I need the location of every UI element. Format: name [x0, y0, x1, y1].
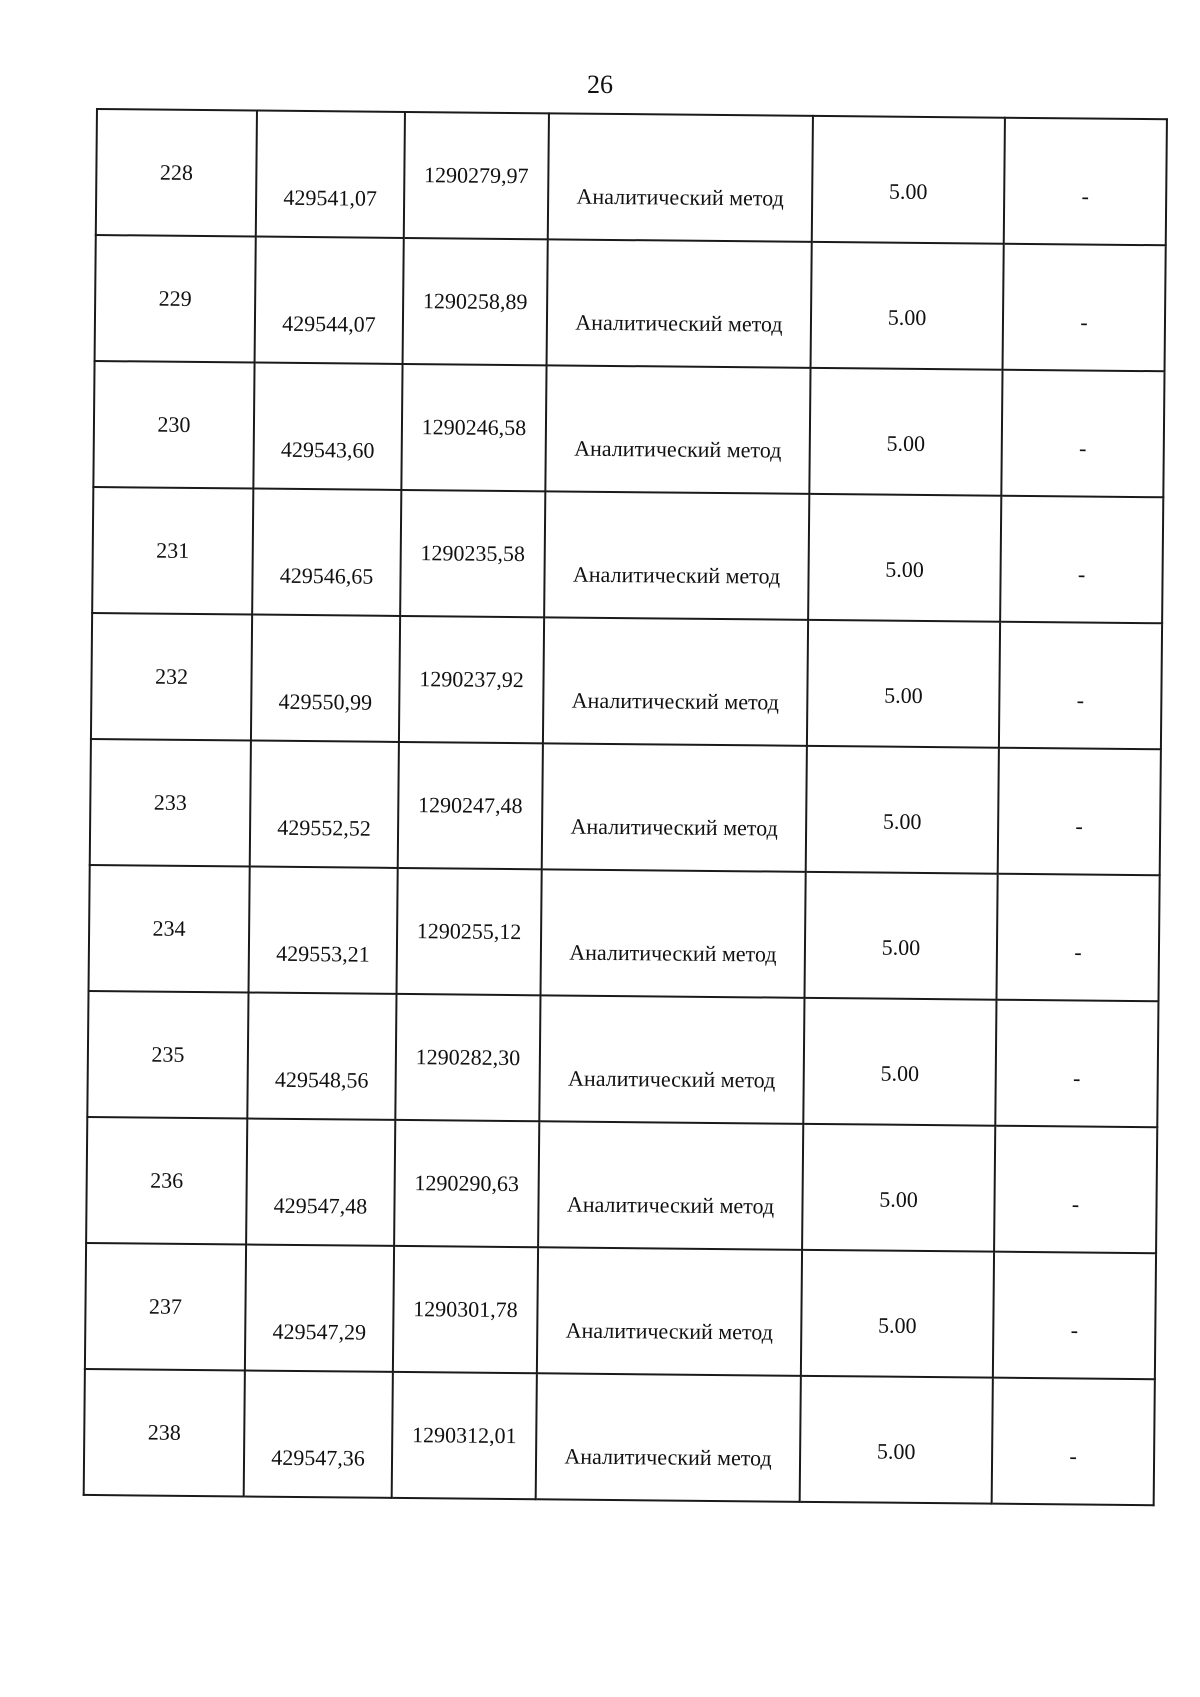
table-row — [91, 613, 1162, 749]
point-number-cell-text: 231 — [156, 537, 190, 563]
x-coordinate-cell-text: 429547,48 — [273, 1192, 368, 1219]
accuracy-cell — [808, 494, 1001, 622]
description-cell — [993, 1252, 1156, 1380]
x-coordinate-cell — [253, 363, 402, 490]
x-coordinate-cell — [252, 489, 401, 616]
x-coordinate-cell — [256, 111, 405, 238]
x-coordinate-cell-text: 429544,07 — [282, 310, 376, 337]
point-number-cell-text: 229 — [158, 285, 192, 311]
y-coordinate-cell-text: 1290312,01 — [411, 1422, 517, 1449]
y-coordinate-cell — [400, 490, 545, 617]
point-number-cell-text: 238 — [147, 1419, 181, 1445]
description-cell — [1004, 118, 1167, 246]
method-cell-text: Аналитический метод — [572, 561, 781, 589]
x-coordinate-cell — [255, 237, 404, 364]
x-coordinate-cell — [251, 615, 400, 742]
point-number-cell — [90, 739, 251, 867]
x-coordinate-cell-text: 429550,99 — [278, 688, 373, 715]
x-coordinate-cell-text: 429548,56 — [274, 1066, 369, 1093]
description-cell-text: - — [1080, 309, 1088, 335]
y-coordinate-cell-text: 1290301,78 — [413, 1296, 518, 1323]
description-cell — [998, 748, 1161, 876]
method-cell — [548, 113, 813, 242]
point-number-cell-text: 235 — [151, 1041, 185, 1067]
accuracy-cell — [800, 1376, 993, 1504]
description-cell-text: - — [1071, 1191, 1080, 1217]
description-cell — [996, 874, 1159, 1002]
x-coordinate-cell — [244, 1370, 393, 1497]
accuracy-cell-text: 5.00 — [882, 808, 922, 834]
x-coordinate-cell-text: 429547,29 — [272, 1318, 367, 1345]
method-cell-text: Аналитический метод — [566, 1191, 775, 1219]
accuracy-cell-text: 5.00 — [876, 1438, 916, 1464]
accuracy-cell — [804, 872, 997, 1000]
table-row — [90, 739, 1161, 875]
table-row — [84, 1369, 1155, 1505]
accuracy-cell-text: 5.00 — [886, 430, 926, 456]
method-cell — [538, 1121, 803, 1250]
point-number-cell — [86, 1117, 247, 1245]
point-number-cell-text: 236 — [150, 1167, 184, 1193]
point-number-cell — [93, 361, 254, 489]
description-cell — [1001, 370, 1164, 498]
description-cell-text: - — [1077, 561, 1086, 587]
y-coordinate-cell-text: 1290258,89 — [422, 288, 528, 315]
y-coordinate-cell-text: 1290246,58 — [421, 414, 527, 441]
description-cell — [992, 1378, 1155, 1506]
y-coordinate-cell-text: 1290282,30 — [415, 1044, 521, 1071]
y-coordinate-cell — [395, 994, 540, 1121]
accuracy-cell — [802, 1124, 995, 1252]
description-cell-text: - — [1078, 435, 1087, 461]
method-cell — [547, 239, 812, 368]
table-row — [93, 361, 1164, 497]
y-coordinate-cell — [394, 1120, 539, 1247]
method-cell-text: Аналитический метод — [575, 309, 783, 337]
table-row — [86, 1117, 1157, 1253]
page-number: 26 — [587, 70, 613, 99]
coordinates-table — [83, 108, 1168, 1506]
description-cell-text: - — [1070, 1317, 1079, 1343]
point-number-cell-text: 233 — [153, 789, 187, 815]
table-body — [84, 109, 1167, 1505]
method-cell-text: Аналитический метод — [569, 939, 777, 967]
description-cell-text: - — [1072, 1065, 1081, 1091]
table-row — [89, 865, 1160, 1001]
table-row — [85, 1243, 1156, 1379]
y-coordinate-cell-text: 1290247,48 — [417, 792, 523, 819]
accuracy-cell — [807, 620, 1000, 748]
y-coordinate-cell — [404, 112, 549, 239]
description-cell — [1000, 496, 1163, 624]
accuracy-cell-text: 5.00 — [884, 682, 923, 708]
x-coordinate-cell — [246, 1118, 395, 1245]
y-coordinate-cell-text: 1290290,63 — [414, 1170, 520, 1197]
description-cell — [1003, 244, 1166, 372]
x-coordinate-cell-text: 429543,60 — [280, 436, 375, 463]
y-coordinate-cell — [397, 868, 542, 995]
table-row — [96, 109, 1167, 245]
x-coordinate-cell — [247, 993, 396, 1120]
description-cell — [999, 622, 1162, 750]
x-coordinate-cell — [249, 867, 398, 994]
accuracy-cell-text: 5.00 — [887, 304, 927, 330]
y-coordinate-cell — [399, 616, 544, 743]
y-coordinate-cell-text: 1290255,12 — [416, 918, 522, 945]
description-cell-text: - — [1074, 939, 1082, 965]
table-row — [95, 235, 1166, 371]
point-number-cell — [84, 1369, 245, 1497]
point-number-cell — [95, 235, 256, 363]
accuracy-cell-text: 5.00 — [888, 178, 928, 204]
accuracy-cell-text: 5.00 — [880, 1060, 920, 1086]
table-row — [87, 991, 1158, 1127]
coordinates-table-wrapper — [83, 108, 1154, 1506]
method-cell — [544, 491, 809, 620]
method-cell-text: Аналитический метод — [574, 435, 782, 463]
accuracy-cell-text: 5.00 — [879, 1186, 918, 1212]
point-number-cell — [87, 991, 248, 1119]
method-cell-text: Аналитический метод — [564, 1443, 772, 1471]
method-cell — [542, 743, 807, 872]
description-cell-text: - — [1081, 183, 1089, 209]
accuracy-cell — [809, 368, 1002, 496]
accuracy-cell — [812, 116, 1005, 244]
method-cell — [541, 869, 806, 998]
x-coordinate-cell-text: 429541,07 — [283, 184, 378, 211]
method-cell — [545, 365, 810, 494]
method-cell-text: Аналитический метод — [576, 183, 784, 211]
description-cell-text: - — [1076, 687, 1085, 713]
y-coordinate-cell-text: 1290235,58 — [420, 540, 526, 567]
accuracy-cell-text: 5.00 — [881, 934, 921, 960]
accuracy-cell — [801, 1250, 994, 1378]
point-number-cell-text: 232 — [154, 663, 189, 689]
accuracy-cell — [811, 242, 1004, 370]
y-coordinate-cell — [403, 238, 548, 365]
description-cell-text: - — [1075, 813, 1083, 839]
x-coordinate-cell-text: 429552,52 — [277, 814, 371, 841]
method-cell-text: Аналитический метод — [567, 1065, 776, 1093]
accuracy-cell — [806, 746, 999, 874]
method-cell — [537, 1247, 802, 1376]
point-number-cell — [91, 613, 252, 741]
method-cell-text: Аналитический метод — [565, 1317, 774, 1345]
accuracy-cell-text: 5.00 — [885, 556, 924, 582]
point-number-cell-text: 234 — [152, 915, 186, 941]
y-coordinate-cell-text: 1290237,92 — [419, 666, 524, 693]
point-number-cell-text: 230 — [157, 411, 191, 437]
description-cell-text: - — [1069, 1443, 1077, 1469]
point-number-cell-text: 228 — [159, 159, 194, 185]
description-cell — [995, 1000, 1158, 1128]
method-cell-text: Аналитический метод — [570, 813, 778, 841]
point-number-cell — [92, 487, 253, 615]
x-coordinate-cell-text: 429547,36 — [271, 1444, 365, 1471]
point-number-cell — [85, 1243, 246, 1371]
method-cell — [543, 617, 808, 746]
table-row — [92, 487, 1163, 623]
method-cell — [539, 995, 804, 1124]
x-coordinate-cell-text: 429553,21 — [276, 940, 370, 967]
accuracy-cell-text: 5.00 — [877, 1312, 917, 1338]
x-coordinate-cell — [250, 741, 399, 868]
point-number-cell-text: 237 — [148, 1293, 183, 1319]
method-cell — [536, 1373, 801, 1502]
y-coordinate-cell — [401, 364, 546, 491]
y-coordinate-cell-text: 1290279,97 — [424, 162, 529, 189]
point-number-cell — [96, 109, 257, 237]
accuracy-cell — [803, 998, 996, 1126]
x-coordinate-cell-text: 429546,65 — [279, 562, 374, 589]
method-cell-text: Аналитический метод — [571, 687, 780, 715]
y-coordinate-cell — [393, 1246, 538, 1373]
x-coordinate-cell — [245, 1244, 394, 1371]
y-coordinate-cell — [392, 1372, 537, 1499]
y-coordinate-cell — [398, 742, 543, 869]
point-number-cell — [89, 865, 250, 993]
description-cell — [994, 1126, 1157, 1254]
